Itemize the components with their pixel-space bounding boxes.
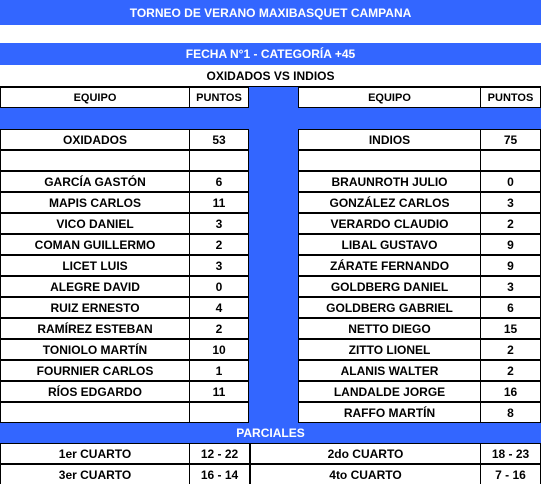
left-player-row: RÍOS EDGARDO <box>0 381 190 402</box>
right-player-points: 9 <box>480 234 541 255</box>
right-player-points: 3 <box>480 276 541 297</box>
quarter-label: 4to CUARTO <box>250 464 481 484</box>
left-header-name: EQUIPO <box>0 87 190 108</box>
right-player-row: ALANIS WALTER <box>298 360 481 381</box>
left-player-points: 10 <box>189 339 249 360</box>
left-player-row: LICET LUIS <box>0 255 190 276</box>
left-player-row: FOURNIER CARLOS <box>0 360 190 381</box>
quarter-score: 18 - 23 <box>480 443 541 464</box>
fecha-banner: FECHA N°1 - CATEGORÍA +45 <box>0 43 541 65</box>
right-player-points: 2 <box>480 360 541 381</box>
left-player-points: 4 <box>189 297 249 318</box>
left-player-row: MAPIS CARLOS <box>0 192 190 213</box>
left-player-row-empty <box>0 402 190 423</box>
left-player-points: 3 <box>189 255 249 276</box>
left-player-points: 3 <box>189 213 249 234</box>
spacer-row <box>0 25 541 43</box>
left-player-points: 2 <box>189 234 249 255</box>
right-player-points: 0 <box>480 171 541 192</box>
right-player-row: NETTO DIEGO <box>298 318 481 339</box>
quarter-score: 16 - 14 <box>189 464 250 484</box>
left-player-row: ALEGRE DAVID <box>0 276 190 297</box>
center-divider <box>249 87 298 423</box>
left-player-points: 2 <box>189 318 249 339</box>
right-player-row: RAFFO MARTÍN <box>298 402 481 423</box>
quarter-label: 3er CUARTO <box>0 464 190 484</box>
right-player-row: LIBAL GUSTAVO <box>298 234 481 255</box>
right-header-name: EQUIPO <box>298 87 481 108</box>
left-team-points: 53 <box>189 129 249 150</box>
right-team-points: 75 <box>480 129 541 150</box>
right-header-points: PUNTOS <box>480 87 541 108</box>
right-player-row: VERARDO CLAUDIO <box>298 213 481 234</box>
right-player-row: LANDALDE JORGE <box>298 381 481 402</box>
right-player-row: BRAUNROTH JULIO <box>298 171 481 192</box>
left-player-row: GARCÍA GASTÓN <box>0 171 190 192</box>
left-spacer-points <box>189 150 249 171</box>
right-player-row: GOLDBERG GABRIEL <box>298 297 481 318</box>
left-player-points: 6 <box>189 171 249 192</box>
quarter-label: 1er CUARTO <box>0 443 190 464</box>
right-player-points: 2 <box>480 339 541 360</box>
left-player-points: 11 <box>189 192 249 213</box>
left-player-points: 0 <box>189 276 249 297</box>
right-player-row: ZITTO LIONEL <box>298 339 481 360</box>
left-spacer-name <box>0 150 190 171</box>
matchup-title: OXIDADOS VS INDIOS <box>0 65 541 87</box>
quarter-score: 12 - 22 <box>189 443 250 464</box>
right-player-points: 6 <box>480 297 541 318</box>
right-player-row: GOLDBERG DANIEL <box>298 276 481 297</box>
quarter-label: 2do CUARTO <box>250 443 481 464</box>
left-player-row: RAMÍREZ ESTEBAN <box>0 318 190 339</box>
left-team-name: OXIDADOS <box>0 129 190 150</box>
right-player-points: 2 <box>480 213 541 234</box>
right-player-points: 16 <box>480 381 541 402</box>
left-player-row: COMAN GUILLERMO <box>0 234 190 255</box>
right-player-row: ZÁRATE FERNANDO <box>298 255 481 276</box>
left-player-points: 1 <box>189 360 249 381</box>
right-player-points: 3 <box>480 192 541 213</box>
left-player-row: TONIOLO MARTÍN <box>0 339 190 360</box>
quarter-score: 7 - 16 <box>480 464 541 484</box>
right-player-row: GONZÁLEZ CARLOS <box>298 192 481 213</box>
right-team-name: INDIOS <box>298 129 481 150</box>
parciales-banner: PARCIALES <box>0 423 541 443</box>
left-player-points-empty <box>189 402 249 423</box>
left-player-points: 11 <box>189 381 249 402</box>
tournament-title: TORNEO DE VERANO MAXIBASQUET CAMPANA <box>0 0 541 25</box>
right-player-points: 8 <box>480 402 541 423</box>
left-player-row: VICO DANIEL <box>0 213 190 234</box>
left-player-row: RUIZ ERNESTO <box>0 297 190 318</box>
right-spacer-points <box>480 150 541 171</box>
right-spacer-name <box>298 150 481 171</box>
left-header-points: PUNTOS <box>189 87 249 108</box>
right-player-points: 15 <box>480 318 541 339</box>
right-player-points: 9 <box>480 255 541 276</box>
